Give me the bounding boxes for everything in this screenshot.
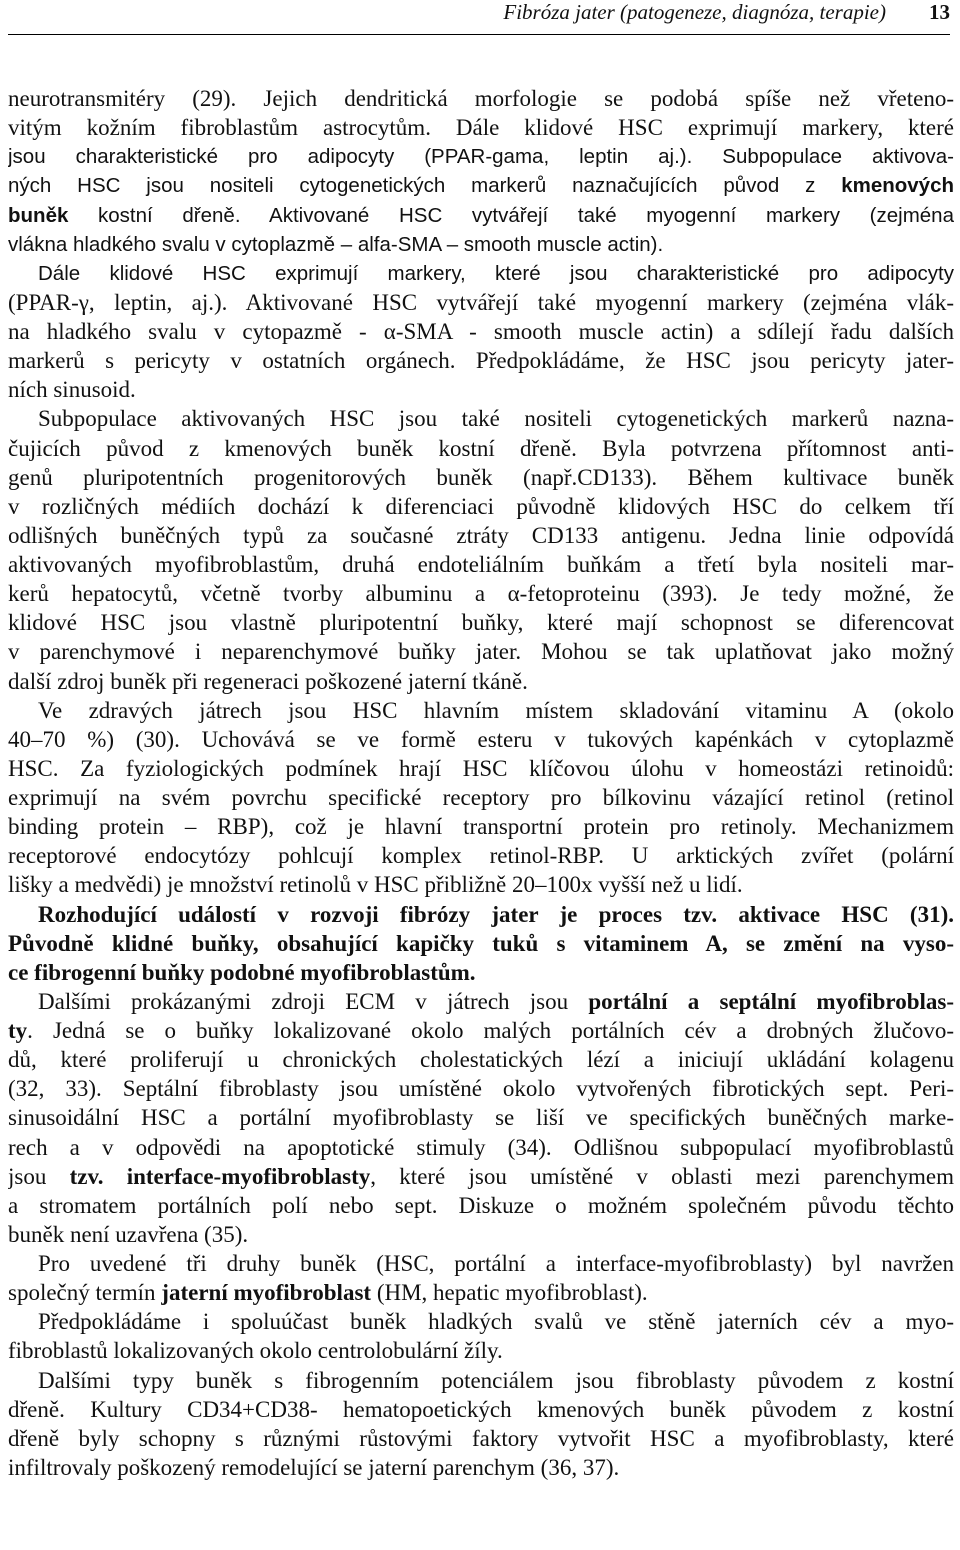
page-number: 13 <box>929 0 950 24</box>
text-line <box>8 1366 954 1395</box>
text-span: jsou <box>8 1163 70 1189</box>
bold-text-span: kmenových <box>841 174 954 198</box>
text-span: fibroblastů lokalizovaných okolo centrolobulární žíly. <box>8 1338 503 1364</box>
text-line <box>8 171 954 200</box>
text-span: dřeně. Kultury CD34+CD38- hematopoetických kmenových buněk původem z kostní <box>8 1396 954 1422</box>
text-line <box>8 754 954 783</box>
text-line <box>8 492 954 521</box>
text-line <box>8 1424 954 1453</box>
text-span: další zdroj buněk při regeneraci poškozené jaterní tkáně. <box>8 668 528 694</box>
text-span: HSC. Za fyziologických podmínek hrají HSC klíčovou úlohu v homeostázi retinoidů: <box>8 755 954 781</box>
text-line <box>8 696 954 725</box>
text-span: ných HSC jsou nositeli cytogenetických markerů naznačujících původ z <box>8 174 842 198</box>
text-line <box>8 1045 954 1074</box>
text-line <box>8 812 954 841</box>
text-line <box>8 929 954 958</box>
text-line <box>8 1133 954 1162</box>
text-line <box>8 987 954 1016</box>
text-span: exprimují na svém povrchu specifické receptory pro bílkovinu vázající retinol (retinol <box>8 785 954 810</box>
text-line <box>8 958 954 987</box>
text-span: Dalšími typy buněk s fibrogenním potenciálem jsou fibroblasty původem z kostní <box>38 1367 954 1393</box>
text-span: v parenchymové i neparenchymové buňky jater. Mohou se tak uplatňovat jako možný <box>8 639 954 665</box>
text-span: binding protein – RBP), což je hlavní transportní protein pro retinoly. Mechanizmem <box>8 814 954 840</box>
text-line <box>8 900 954 929</box>
bold-text-span: portální a septální myofibroblas- <box>588 988 954 1014</box>
bold-text-span: jaterní myofibroblast <box>161 1280 372 1306</box>
text-line <box>8 550 954 579</box>
bold-text-span: buněk <box>8 203 69 227</box>
text-line <box>8 1249 954 1278</box>
text-span: Ve zdravých játrech jsou HSC hlavním místem skladování vitaminu A (okolo <box>38 697 954 723</box>
text-line <box>8 404 954 433</box>
text-span: markerů s pericyty v ostatních orgánech. Předpokládáme, že HSC jsou pericyty jater- <box>8 348 954 374</box>
text-line <box>8 725 954 754</box>
running-title: Fibróza jater (patogeneze, diagnóza, terapie) <box>503 0 886 24</box>
text-line <box>8 1074 954 1103</box>
text-span: vitým kožním fibroblastům astrocytům. Dále klidové HSC exprimují markery, které <box>8 115 954 141</box>
text-line <box>8 608 954 637</box>
text-span: 40–70 %) (30). Uchovává se ve formě esteru v tukových kapénkách v cytoplazmě <box>8 726 954 752</box>
text-span: v rozličných médiích dochází k diferenciaci původně klidových HSC do celkem tří <box>8 493 954 519</box>
text-line <box>8 84 954 113</box>
text-span: společný termín <box>8 1280 162 1306</box>
text-line <box>8 113 954 142</box>
bold-text-span: Rozhodující událostí v rozvoji fibrózy jater je proces tzv. aktivace HSC (31). <box>38 901 954 927</box>
text-line <box>8 346 954 375</box>
text-line <box>8 1336 954 1365</box>
text-span: klidové HSC jsou vlastně pluripotentní buňky, které mají schopnost se diferencovat <box>8 610 954 636</box>
text-span: Subpopulace aktivovaných HSC jsou také nositeli cytogenetických markerů nazna- <box>38 406 954 432</box>
text-span: a stromatem portálních polí nebo sept. Diskuze o možném společném původu těchto <box>8 1192 954 1218</box>
text-line <box>8 142 954 171</box>
bold-text-span: Původně klidné buňky, obsahující kapičky tuků s vitaminem A, se změní na vyso- <box>8 930 954 956</box>
text-span: , které jsou umístěné v oblasti mezi parenchymem <box>370 1163 954 1189</box>
text-span: infiltrovaly poškozený remodelující se jaterní parenchym (36, 37). <box>8 1454 620 1480</box>
text-line <box>8 1016 954 1045</box>
text-span: jsou charakteristické pro adipocyty (PPAR-gama, leptin aj.). Subpopulace aktivova- <box>8 145 954 169</box>
text-span: receptorové endocytózy pohlcují komplex retinol-RBP. U arktických zvířet (polární <box>8 843 954 869</box>
text-span: ních sinusoid. <box>8 377 136 403</box>
text-span: Pro uvedené tři druhy buněk (HSC, portální a interface-myofibroblasty) byl navržen <box>38 1251 954 1276</box>
body-text <box>8 84 954 1482</box>
text-line <box>8 1162 954 1191</box>
text-line <box>8 1307 954 1336</box>
text-span: lišky a medvědi) je množství retinolů v HSC přibližně 20–100x vyšší než u lidí. <box>8 872 743 898</box>
text-line <box>8 1453 954 1482</box>
text-line <box>8 1103 954 1132</box>
text-span: genů pluripotentních progenitorových buněk (např.CD133). Během kultivace buněk <box>8 464 954 490</box>
text-line <box>8 841 954 870</box>
bold-text-span: ce fibrogenní buňky podobné myofibroblastům. <box>8 959 476 985</box>
text-span: kerů hepatocytů, včetně tvorby albuminu a α-fetoproteinu (393). Je tedy možné, že <box>8 581 954 607</box>
bold-text-span: ty <box>8 1018 28 1043</box>
text-span: buněk není uzavřena (35). <box>8 1221 249 1247</box>
text-span: Dále klidové HSC exprimují markery, které jsou charakteristické pro adipocyty <box>38 261 954 285</box>
text-line <box>8 434 954 463</box>
text-span: čujicích původ z kmenových buněk kostní dřeně. Byla potvrzena přítomnost anti- <box>8 435 954 461</box>
text-line <box>8 1395 954 1424</box>
text-span: (32, 33). Septální fibroblasty jsou umístěné okolo vytvořených fibrotických sept. Peri- <box>8 1076 954 1102</box>
text-line <box>8 1191 954 1220</box>
text-span: vlákna hladkého svalu v cytoplazmě – alfa-SMA – smooth muscle actin). <box>8 232 664 256</box>
text-span: odlišných buněčných typů za současné ztráty CD133 antigenu. Jedna linie odpovídá <box>8 522 954 548</box>
text-span: aktivovaných myofibroblastům, druhá endoteliálním buňkám a třetí byla nositeli mar- <box>8 552 954 577</box>
text-line <box>8 259 954 288</box>
text-span: Dalšími prokázanými zdroji ECM v játrech jsou <box>38 988 589 1014</box>
text-span: dů, které proliferují u chronických cholestatických lézí a iniciují ukládání kolagenu <box>8 1047 954 1073</box>
text-line <box>8 667 954 696</box>
text-line <box>8 637 954 666</box>
text-line <box>8 317 954 346</box>
text-span: neurotransmitéry (29). Jejich dendritická morfologie se podobá spíše než vřeteno- <box>8 86 954 111</box>
text-line <box>8 1278 954 1307</box>
text-span: na hladkého svalu v cytopazmě - α-SMA - smooth muscle actin) a sdílejí řadu dalších <box>8 319 954 344</box>
text-line <box>8 521 954 550</box>
text-line <box>8 230 954 259</box>
text-line <box>8 783 954 812</box>
text-line <box>8 288 954 317</box>
text-span: kostní dřeně. Aktivované HSC vytvářejí také myogenní markery (zejména <box>68 203 954 227</box>
text-span: (HM, hepatic myofibroblast). <box>371 1280 648 1306</box>
text-line <box>8 1220 954 1249</box>
text-line <box>8 375 954 404</box>
bold-text-span: tzv. interface-myofibroblasty <box>69 1163 371 1189</box>
text-span: . Jedná se o buňky lokalizované okolo malých portálních cév a drobných žlučovo- <box>27 1018 954 1043</box>
text-span: Předpokládáme i spoluúčast buněk hladkých svalů ve stěně jaterních cév a myo- <box>38 1309 954 1335</box>
text-span: sinusoidální HSC a portální myofibroblasty se liší ve specifických buněčných marke- <box>8 1105 954 1131</box>
text-line <box>8 579 954 608</box>
text-span: (PPAR-γ, leptin, aj.). Aktivované HSC vytvářejí také myogenní markery (zejména vlák- <box>8 289 954 315</box>
text-span: rech a v odpovědi na apoptotické stimuly (34). Odlišnou subpopulací myofibroblastů <box>8 1134 954 1160</box>
text-line <box>8 870 954 899</box>
text-span: dřeně byly schopny s různými růstovými faktory vytvořit HSC a myofibroblasty, které <box>8 1425 954 1451</box>
text-line <box>8 463 954 492</box>
page-header <box>8 0 950 35</box>
text-line <box>8 201 954 230</box>
